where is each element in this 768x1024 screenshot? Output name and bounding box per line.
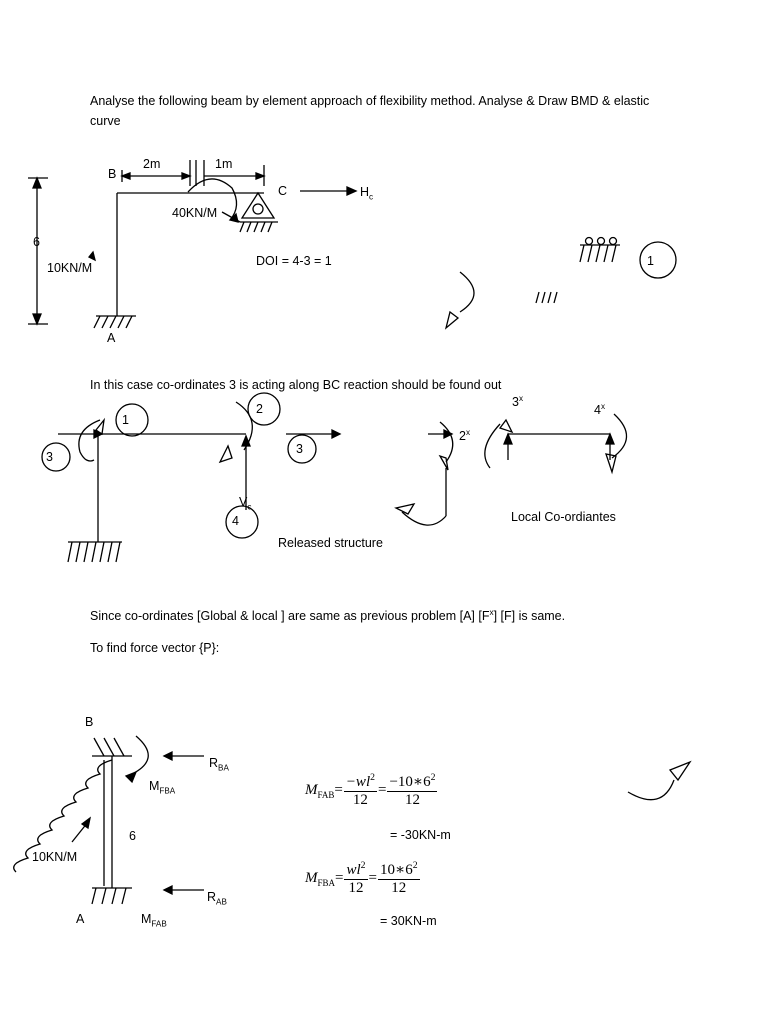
doi-label: DOI = 4-3 = 1 — [256, 254, 332, 268]
height-label-2: 6 — [129, 829, 136, 843]
reaction-rba: $R_{BA}$ — [209, 756, 229, 773]
coord-2: 2 — [256, 402, 263, 416]
header-line-2: curve — [90, 114, 121, 128]
label-b2: B — [85, 715, 94, 729]
header-line-1: Analyse the following beam by element approach of flexibility method. Analyse & Draw BMD & elastic — [90, 94, 650, 108]
coord-4: 4 — [232, 514, 239, 528]
result-mfba: = 30KN-m — [380, 914, 437, 928]
released-label: Released structure — [278, 536, 383, 550]
moment-label: 40KN/M — [172, 206, 218, 220]
dim-2m: 2m — [143, 157, 161, 171]
label-a2: A — [76, 912, 85, 926]
reaction-rab: $R_{AB}$ — [207, 890, 227, 907]
equation-mfab: M $_{FAB}$ = $\frac{-wl^2}{12}$ = $\frac{-10∗6^2}{12}$ — [305, 772, 436, 808]
result-mfab: = -30KN-m — [390, 828, 451, 842]
local-coord-2: 2$^x$ — [459, 428, 471, 444]
label-b: B — [108, 167, 117, 181]
circle-label-1: 1 — [647, 254, 654, 268]
since-text: Since co-ordinates [Global & local ] are same as previous problem [A] $[F^x]$ [F] is same. — [90, 608, 566, 624]
label-c: C — [278, 184, 288, 198]
dim-1m: 1m — [215, 157, 233, 171]
vc-label: $V_c$ — [239, 495, 252, 512]
local-coord-label: Local Co-ordiantes — [511, 510, 616, 524]
note-text: In this case co-ordinates 3 is acting along BC reaction should be found out — [90, 378, 502, 392]
height-label: 6 — [33, 235, 40, 249]
label-a: A — [107, 331, 116, 345]
udl-label-2: 10KN/M — [32, 850, 78, 864]
local-coord-4: 4$^x$ — [594, 402, 606, 418]
local-coord-3: 3$^x$ — [512, 394, 524, 410]
moment-mfba: $M_{FBA}$ — [149, 779, 176, 796]
find-text: To find force vector {P}: — [90, 641, 220, 655]
udl-label: 10KN/M — [47, 261, 93, 275]
coord-3b: 3 — [296, 442, 303, 456]
coord-3a: 3 — [46, 450, 53, 464]
equation-mfba: M $_{FBA}$ = $\frac{wl^2}{12}$ = $\frac{10∗6^2}{12}$ — [305, 860, 418, 896]
reaction-hc: $H_c$ — [360, 185, 374, 202]
coord-1: 1 — [122, 413, 129, 427]
moment-mfab: $M_{FAB}$ — [141, 912, 167, 929]
